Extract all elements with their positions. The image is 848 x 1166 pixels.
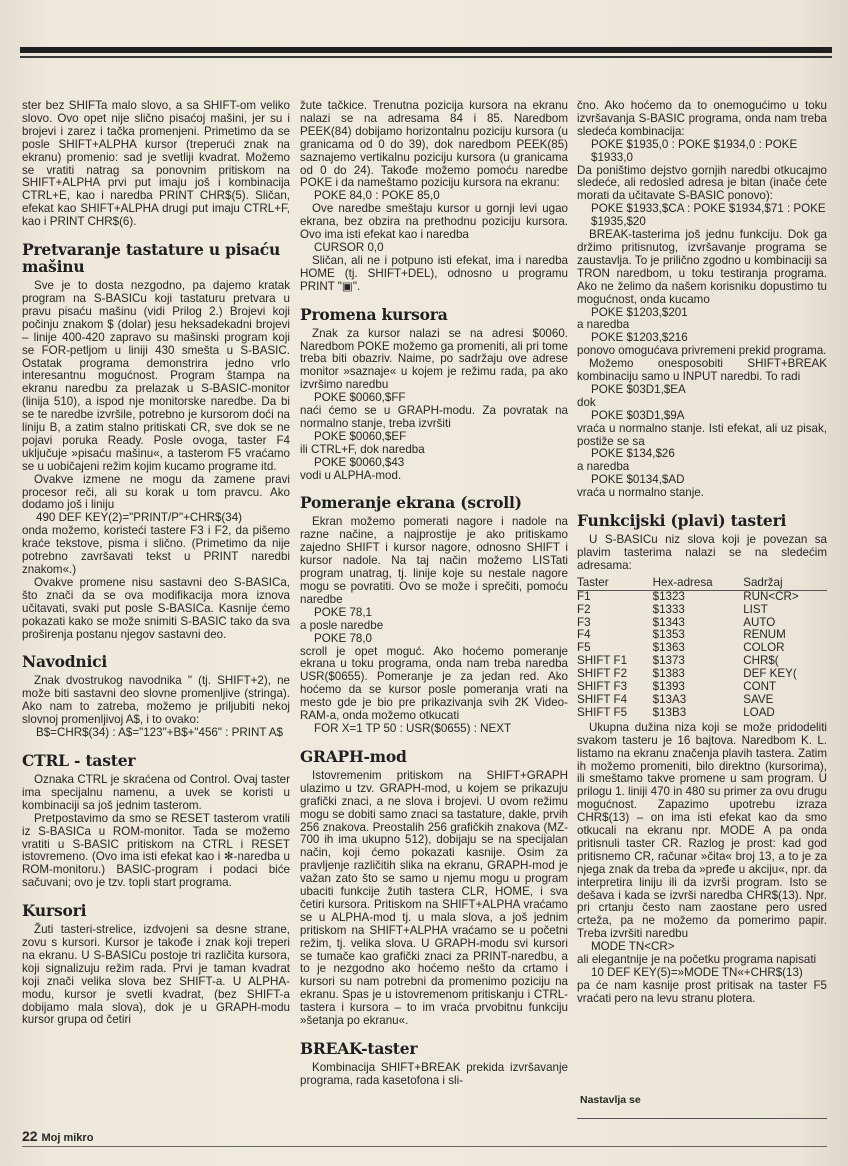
table-header: Taster — [577, 577, 653, 590]
code-line: POKE $1935,0 : POKE $1934,0 : POKE $1933,0 — [591, 137, 801, 164]
paragraph: onda možemo, koristeći tastere F3 i F2, da pišemo kraće tekstove, pisma i slično. (Primetimo da nije potrebno završavati tekst u PRINT naredbi znakom«.) — [22, 524, 290, 576]
paragraph: dok — [577, 395, 596, 409]
code-line: MODE TN<CR> — [591, 940, 675, 954]
paragraph: Ove naredbe smeštaju kursor u gornji levi ugao ekrana, bez obzira na prethodnu poziciju kursora. Ovo ima isti efekat kao i naredba — [300, 202, 568, 242]
table-cell: $1373 — [652, 654, 685, 668]
heading-pretvaranje: Pretvaranje tastature u pisaću mašinu — [22, 240, 281, 277]
heading-ctrl: CTRL - taster — [22, 750, 136, 770]
code-line: B$=CHR$(34) : A$="123"+B$+"456" : PRINT A$ — [36, 726, 283, 740]
heading-pomeranje-ekrana: Pomeranje ekrana (scroll) — [300, 493, 522, 513]
magazine-name: Moj mikro — [41, 1132, 94, 1144]
code-line: POKE $1203,$216 — [591, 331, 688, 345]
table-cell: SHIFT F5 — [577, 705, 628, 719]
table-cell: SHIFT F3 — [577, 680, 628, 694]
paragraph: Istovremenim pritiskom na SHIFT+GRAPH ulazimo u tzv. GRAPH-mod, u kojem se prikazuju grafički znaci, a ne slova i brojevi. U ovom režimu mogu se dobiti samo znaci sa tastature, dakle, prvih 256 znakova. Preostalih 256 grafičkih znakova (MZ-700 ih ima ukupno 512), dobijaju se na specijalan način, koji ćemo pokazati kasnije. Osim za pravljenje različitih slika na ekranu, GRAPH-mod je važan zato što se samo u njemu mogu u program ubaciti funkcije žutih tastera CLR, HOME, i sva četiri kursora. Pritiskom na SHIFT+ALPHA vraćamo se u ALPHA-mod tj. u mala slova, a još jednim pritiskom na SHIFT+ALPHA vraćamo se u početni režim, tj. velika slova. U GRAPH-modu svi kursori se tumače kao grafički znaci za PRINT-naredbu, a to je nezgodno ako hoćemo nešto da crtamo i kursori su nam potrebni da promenimo poziciju na ekranu. Spas je u istovremenom pritiskanju i CTRL-tastera i kursora – to im vraća prvobitnu funkciju »šetanja po ekranu«. — [300, 768, 568, 1028]
column-1 — [22, 100, 290, 1027]
column-3 — [577, 100, 827, 1006]
table-cell: F5 — [577, 641, 591, 655]
column-2 — [300, 100, 568, 1088]
heading-funkcijski-tasteri: Funkcijski (plavi) tasteri — [577, 511, 787, 531]
continued-note: Nastavlja se — [580, 1094, 641, 1106]
paragraph: žute tačkice. Trenutna pozicija kursora na ekranu nalazi se na adresama 84 i 85. Naredbom PEEK(84) dobijamo horizontalnu poziciju kursora (u granicama od 0 do 39), dok naredbom PEEK(85) saznajemo vertikalnu poziciju kursora (u granicama od 0 do 24). Takođe možemo pomoću naredbe POKE i da nameštamo poziciju kursora na ekranu: — [300, 99, 568, 190]
code-line: POKE 78,1 — [314, 605, 373, 619]
table-row — [577, 604, 827, 617]
paragraph: Znak dvostrukog navodnika " (tj. SHIFT+2), ne može biti sastavni deo slovne promenljive (stringa). Ako nam to zatreba, možemo je priljubiti nekoj slovnoj promenljivoj A$, i to ovako: — [22, 674, 290, 727]
paragraph: Kombinacija SHIFT+BREAK prekida izvršavanje programa, rada kasetofona i sli- — [300, 1061, 568, 1087]
code-line: POKE $1203,$201 — [591, 305, 688, 319]
code-line: 10 DEF KEY(5)=»MODE TN«+CHR$(13) — [591, 966, 803, 979]
table-cell: F4 — [577, 628, 591, 642]
table-cell: $13A3 — [652, 692, 687, 706]
paragraph: a naredba — [577, 318, 630, 332]
table-cell: $1333 — [652, 602, 685, 616]
table-row — [577, 629, 827, 642]
table-cell: CHR$( — [743, 654, 779, 668]
table-cell: F3 — [577, 615, 591, 629]
page-number: 22 — [22, 1128, 38, 1144]
paragraph: Ekran možemo pomerati nagore i nadole na razne načine, a najprostije je ako pritiskamo zajedno SHIFT i kursor nagore, odnosno SHIFT i kursor nadole. Na taj način možemo LISTati program unatrag, tj. linije koje su nestale nagore mogu se povratiti. Ovo se može i sprečiti, pomoću naredbe — [300, 515, 568, 606]
paragraph: BREAK-tasterima još jednu funkciju. Dok ga držimo pritisnutog, izvršavanje programa se zaustavlja. To je prilično zgodno u kombinaciji sa TRON naredbom, u toku testiranja programa. Ako ne želimo da našem korisniku dopustimo tu mogućnost, onda kucamo — [577, 228, 827, 306]
paragraph: a posle naredbe — [300, 618, 384, 632]
table-header-row — [577, 577, 827, 590]
table-cell: $1393 — [652, 680, 685, 694]
page-folio — [22, 1128, 93, 1144]
heading-graph-mod: GRAPH-mod — [300, 746, 407, 766]
heading-promena-kursora: Promena kursora — [300, 304, 448, 324]
code-line: POKE $0060,$43 — [314, 455, 405, 469]
paragraph: Pretpostavimo da smo se RESET tasterom vratili iz S-BASICa u ROM-monitor. Tada se možemo vratiti u S-BASIC pritiskom na CTRL i RESET istovremeno. (Ovo ima isti efekat kao i ✻-naredba u ROM-monitoru.) BASIC-program i podaci biće sačuvani; ovo je tzv. topli start programa. — [22, 811, 290, 890]
code-line: POKE $0060,$FF — [314, 391, 406, 405]
paragraph: vraća u normalno stanje. — [577, 486, 704, 500]
heading-kursori: Kursori — [22, 901, 87, 921]
table-row — [577, 590, 827, 603]
code-line: POKE $03D1,$9A — [591, 408, 685, 422]
table-cell: LOAD — [743, 705, 775, 719]
paragraph: U S-BASICu niz slova koji je povezan sa plavim tasterima nalazi se na sledećim adresama: — [577, 533, 827, 572]
paragraph: Sličan, ali ne i potpuno isti efekat, ima i naredba HOME (tj. SHIFT+DEL), odnosno u programu PRINT "▣". — [300, 253, 568, 293]
table-cell: SHIFT F1 — [577, 654, 628, 668]
function-keys-table — [577, 577, 827, 720]
paragraph: Možemo onesposobiti SHIFT+BREAK kombinaciju samo u INPUT naredbi. To radi — [577, 357, 827, 384]
paragraph: ster bez SHIFTa malo slovo, a sa SHIFT-om veliko slovo. Ovo opet nije slično pisaćoj mašini, jer su i brojevi i zarez i tačka promenjeni. Primetimo da se posle SHIFT+ALPHA kursor (treperući znak na ekranu) promenio: sad je svetliji kvadrat. Možemo se vratiti natrag sa ponovnim pritiskom na SHIFT+ALPHA prvi put imaju još i kombinacija CTRL+E, kao i naredba PRINT CHR$(5). Sličan, efekat kao SHIFT+ALPHA drugi put imaju CTRL+F, kao i PRINT CHR$(6). — [22, 99, 290, 229]
table-cell: CONT — [743, 680, 777, 694]
paragraph: naći ćemo se u GRAPH-modu. Za povratak na normalno stanje, treba izvršiti — [300, 404, 568, 430]
table-cell: COLOR — [743, 641, 785, 655]
table-header: Sadržaj — [743, 577, 827, 590]
table-row — [577, 694, 827, 707]
code-line: POKE $1933,$CA : POKE $1934,$71 : POKE $1935,$20 — [591, 202, 829, 229]
paragraph: scroll je opet moguć. Ako hoćemo pomeranje ekrana u toku programa, onda nam treba naredba USR($0655). Pomeranje je za jedan red. Ako hoćemo da se kursor posle pomeranja vrati na mesto gde je bio pre prikazivanja svih 2K Video-RAM-a, onda možemo otkucati — [300, 644, 568, 723]
paragraph: Ovakve izmene ne mogu da zamene pravi procesor reči, ali su korak u tom pravcu. Ako dodamo još i liniju — [22, 472, 290, 512]
paragraph: ponovo omogućava privremeni prekid programa. — [577, 344, 827, 358]
table-cell: $13B3 — [652, 705, 687, 719]
table-cell: $1383 — [652, 667, 685, 681]
table-cell: RENUM — [743, 628, 786, 642]
table-cell: DEF KEY( — [743, 667, 797, 681]
paragraph: Sve je to dosta nezgodno, pa dajemo kratak program na S-BASICu koji tastaturu pretvara u pravu pisaću mašinu (vidi Prilog 2.) Brojevi koji počinju znakom $ (dolar) jesu heksadekadni brojevi – linije 400-420 zapravo su mašinski program koji se FOR-petljom u liniji 430 smešta u S-BASIC. Ostatak programa demonstrira jedno vrlo interesantnu mogućnost. Program štampa na ekranu naredbu za prelazak u S-BASIC-monitor (linija 510), a ispod nje monitorske naredbe. Da bi se te naredbe izvršile, potrebno je kursorom doći na liniju B, a zatim stalno pritiskati CR, sve dok se ne pojavi poruka Ready. Posle ovoga, taster F4 uključuje »pisaću mašinu«, a tasterom F5 vraćamo se u uobičajeni režim kojim kucamo programe itd. — [22, 279, 290, 473]
table-cell: $1353 — [652, 628, 685, 642]
top-rule-thin — [20, 56, 832, 58]
heading-navodnici: Navodnici — [22, 652, 108, 672]
paragraph: pa će nam kasnije prost pritisak na taster F5 vraćati pero na levu stranu plotera. — [577, 978, 827, 1005]
code-line: CURSOR 0,0 — [314, 240, 384, 254]
paragraph: Znak za kursor nalazi se na adresi $0060. Naredbom POKE možemo ga promeniti, ali pri tome treba biti obazriv. Naime, po sadržaju ove adrese monitor »saznaje« u kojem je režimu rada, pa ako izvršimo naredbu — [300, 326, 568, 392]
code-line: FOR X=1 TP 50 : USR($0655) : NEXT — [314, 721, 512, 735]
table-row — [577, 617, 827, 630]
table-cell: RUN<CR> — [743, 589, 799, 603]
table-cell: F2 — [577, 602, 591, 616]
code-line: 490 DEF KEY(2)="PRINT/P"+CHR$(34) — [36, 511, 243, 525]
code-line: POKE 84,0 : POKE 85,0 — [314, 189, 440, 203]
paragraph: čno. Ako hoćemo da to onemogućimo u toku izvršavanja S-BASIC programa, onda nam treba sledeća kombinacija: — [577, 99, 827, 138]
table-cell: SHIFT F4 — [577, 692, 628, 706]
paragraph: Oznaka CTRL je skraćena od Control. Ovaj taster ima specijalnu namenu, a uvek se koristi u kombinaciji sa još jednim tasterom. — [22, 772, 290, 812]
bottom-rule-right — [577, 1118, 827, 1119]
heading-break-taster: BREAK-taster — [300, 1039, 418, 1058]
paragraph: Ovakve promene nisu sastavni deo S-BASICa, što znači da se ova modifikacija mora iznova učitavati, svaki put posle S-BASICa. Kasnije ćemo pokazati kako se može snimiti S-BASIC tako da sva proširenja postanu njegov sastavni deo. — [22, 575, 290, 641]
table-cell: $1363 — [652, 641, 685, 655]
paragraph: Da poništimo dejstvo gornjih naredbi otkucajmo sledeće, ali redosled adresa je bitan (inače ćete morati da učitavate S-BASIC ponovo): — [577, 163, 827, 203]
code-line: POKE 78,0 — [314, 631, 373, 645]
table-cell: SHIFT F2 — [577, 667, 628, 681]
table-cell: $1323 — [652, 589, 685, 603]
code-line: POKE $0134,$AD — [591, 473, 685, 487]
code-line: POKE $03D1,$EA — [591, 382, 686, 396]
table-cell: $1343 — [652, 615, 685, 629]
code-line: POKE $0060,$EF — [314, 429, 407, 443]
table-cell: F1 — [577, 589, 591, 603]
table-header: Hex-adresa — [653, 577, 744, 590]
bottom-rule — [22, 1146, 827, 1147]
paragraph: a naredba — [577, 460, 630, 474]
top-rule — [20, 47, 832, 53]
table-cell: LIST — [743, 602, 768, 616]
paragraph: vraća u normalno stanje. Isti efekat, ali uz pisak, postiže se sa — [577, 421, 827, 448]
paragraph: vodi u ALPHA-mod. — [300, 468, 402, 482]
code-line: POKE $134,$26 — [591, 447, 675, 461]
paragraph: Ukupna dužina niza koji se može pridodeliti svakom tasteru je 16 bajtova. Naredbom K. L. listamo na ekranu značenja plavih tastera. Zatim ih možemo promeniti, bilo direktno (kursorima), ili smeštamo takve promene u sam program. U prilogu 1. liniji 470 in 480 su primer za ovu drugu mogućnost. Zapazimo upotrebu izraza CHR$(13) – on ima isti efekat kao da smo otkucali na ekranu npr. MODE A pa onda pritisnuli taster CR. Razlog je prost: kad god pritisnemo CR, računar »čita« broj 13, a to je za njega znak da treba da »pređe u akciju«, npr. da interpretira liniju ili da izvrši program. Isto se dešava i kada se izvrši naredba CHR$(13). Npr. pri crtanju često nam zaostane pero usred crteža, pa ne možemo da pomerimo papir. Treba izvršiti naredbu — [577, 720, 827, 941]
paragraph: ili CTRL+F, dok naredba — [300, 442, 425, 456]
paragraph: ali elegantnije je na početku programa napisati — [577, 953, 817, 967]
table-cell: AUTO — [743, 615, 776, 629]
paragraph: Žuti tasteri-strelice, izdvojeni sa desne strane, zovu s kursori. Kursor je takođe i znak koji treperi na ekranu. U S-BASICu postoje tri različita kursora, koji signalizuju režim rada. Prvi je taman kvadrat koji znači velika slova bez SHIFT-a. U ALPHA-modu, kursor je svetli kvadrat, (bez SHIFT-a dobijamo mala slova), dok je u GRAPH-modu kursor grupa od četiri — [22, 923, 290, 1027]
table-row — [577, 707, 827, 720]
table-cell: SAVE — [743, 692, 774, 706]
